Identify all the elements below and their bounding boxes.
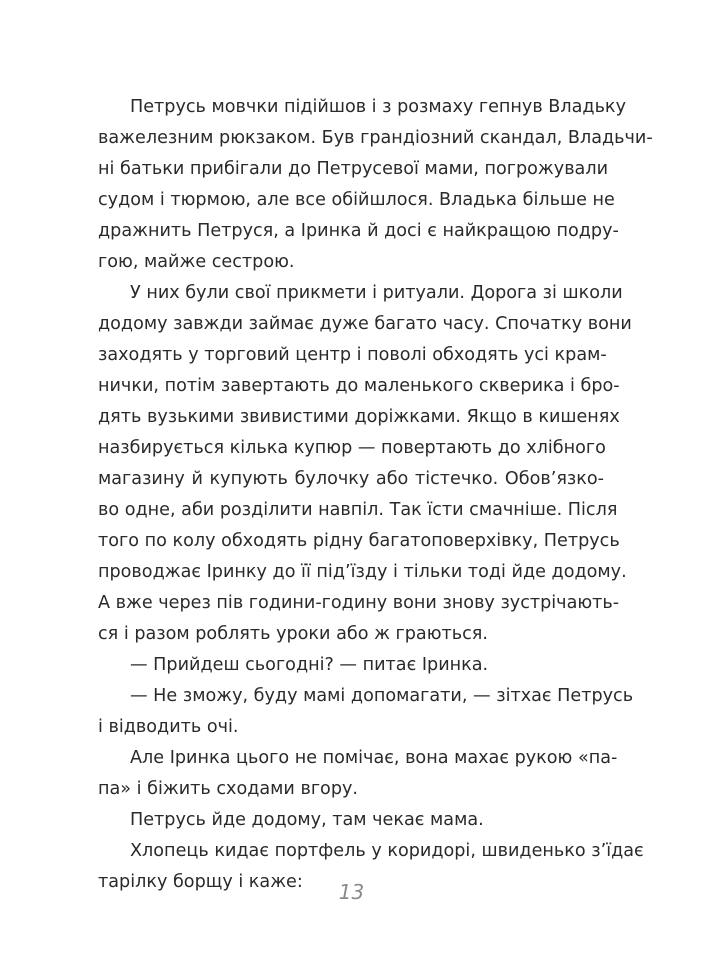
- text-line: назбирується кілька купюр — повертають до хлібного: [98, 438, 606, 458]
- body-text: [98, 92, 653, 898]
- text-line: А вже через пів години-годину вони знову зустрічають-: [98, 593, 620, 613]
- page-number: 13: [338, 880, 365, 904]
- text-line: і відводить очі.: [98, 717, 239, 737]
- text-line: Але Іринка цього не помічає, вона махає рукою «па-: [130, 748, 618, 768]
- text-line: дять вузькими звивистими доріжками. Якщо в кишенях: [98, 407, 620, 427]
- text-line: У них були свої прикмети і ритуали. Дорога зі школи: [130, 283, 623, 303]
- text-line: гою, майже сестрою.: [98, 252, 295, 272]
- text-line: Петрусь мовчки підійшов і з розмаху гепнув Владьку: [130, 97, 626, 117]
- text-line: заходять у торговий центр і поволі обходять усі крам-: [98, 345, 607, 365]
- text-line: па» і біжить сходами вгору.: [98, 779, 358, 799]
- text-line: важелезним рюкзаком. Був грандіозний скандал, Владьчи-: [98, 128, 653, 148]
- text-line: во одне, аби розділити навпіл. Так їсти смачніше. Після: [98, 500, 618, 520]
- text-line: дражнить Петруся, а Іринка й досі є найкращою подру-: [98, 221, 619, 241]
- text-line: тарілку борщу і каже:: [98, 872, 303, 892]
- text-line: того по колу обходять рідну багатоповерхівку, Петрусь: [98, 531, 620, 551]
- text-line: нички, потім завертають до маленького скверика і бро-: [98, 376, 620, 396]
- text-line: — Прийдеш сьогодні? — питає Іринка.: [130, 655, 489, 675]
- text-line: ся і разом роблять уроки або ж граються.: [98, 624, 488, 644]
- text-line: Петрусь йде додому, там чекає мама.: [130, 810, 484, 830]
- text-line: — Не зможу, буду мамі допомагати, — зітхає Петрусь: [130, 686, 634, 706]
- text-line: судом і тюрмою, але все обійшлося. Владька більше не: [98, 190, 615, 210]
- text-line: проводжає Іринку до її під’їзду і тільки тоді йде додому.: [98, 562, 627, 582]
- text-line: магазину й купують булочку або тістечко. Обов’язко-: [98, 469, 604, 489]
- text-line: додому завжди займає дуже багато часу. Спочатку вони: [98, 314, 632, 334]
- text-line: ні батьки прибігали до Петрусевої мами, погрожували: [98, 159, 609, 179]
- text-line: Хлопець кидає портфель у коридорі, швиденько з’їдає: [130, 841, 644, 861]
